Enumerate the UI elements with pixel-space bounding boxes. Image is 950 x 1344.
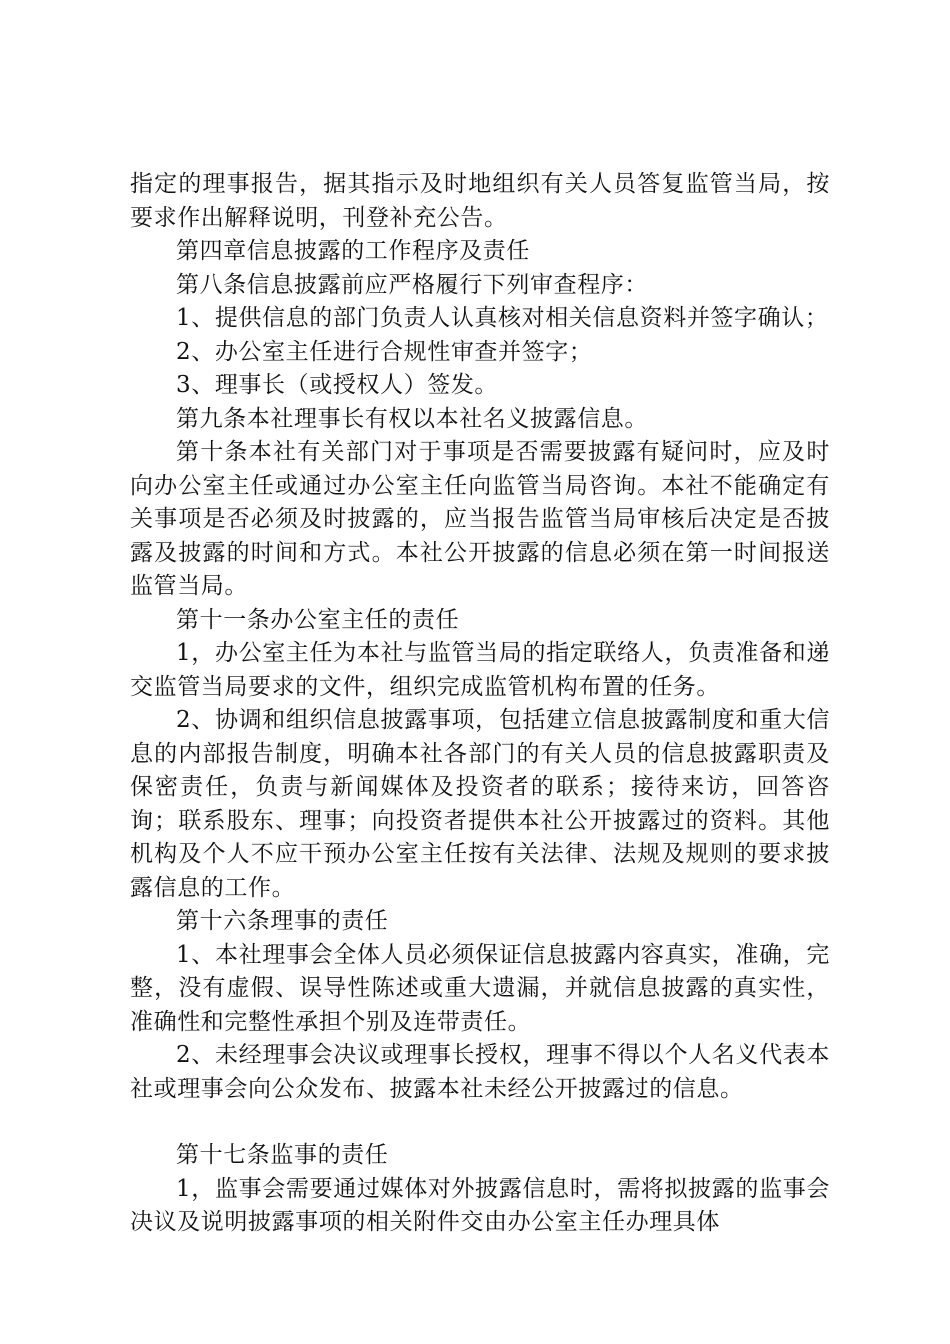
article-17-heading: 第十七条监事的责任 <box>176 1142 389 1168</box>
article-11-item-2: 2、协调和组织信息披露事项，包括建立信息披露制度和重大信息的内部报告制度，明确本社各部门的有关人员的信息披露职责及保密责任，负责与新闻媒体及投资者的联系；接待来访，回答咨询；联系股东、理事；向投资者提供本社公开披露过的资料。其他机构及个人不应干预办公室主任按有关法律、法规及规则的要求披露信息的工作。 <box>130 707 830 901</box>
article-17-item-1: 1，监事会需要通过媒体对外披露信息时，需将拟披露的监事会决议及说明披露事项的相关附件交由办公室主任办理具体 <box>130 1175 830 1235</box>
article-8-item-2: 2、办公室主任进行合规性审查并签字； <box>176 338 593 365</box>
document-body <box>130 168 830 1240</box>
paragraph-continuation: 指定的理事报告，据其指示及时地组织有关人员答复监管当局，按要求作出解释说明，刊登补充公告。 <box>130 171 830 231</box>
article-9: 第九条本社理事长有权以本社名义披露信息。 <box>176 405 648 432</box>
paragraph-gap <box>130 1106 830 1139</box>
article-8: 第八条信息披露前应严格履行下列审查程序： <box>176 271 648 298</box>
article-16-item-1: 1、本社理事会全体人员必须保证信息披露内容真实，准确，完整，没有虚假、误导性陈述或重大遗漏，并就信息披露的真实性，准确性和完整性承担个别及连带责任。 <box>130 941 830 1035</box>
article-8-item-3: 3、理事长（或授权人）签发。 <box>176 372 499 398</box>
article-8-item-1: 1、提供信息的部门负责人认真核对相关信息资料并签字确认； <box>176 305 829 331</box>
chapter-heading: 第四章信息披露的工作程序及责任 <box>176 238 530 264</box>
article-11-heading: 第十一条办公室主任的责任 <box>176 606 460 633</box>
article-16-item-2: 2、未经理事会决议或理事长授权，理事不得以个人名义代表本社或理事会向公众发布、披露本社未经公开披露过的信息。 <box>130 1042 830 1102</box>
article-16-heading: 第十六条理事的责任 <box>176 908 389 934</box>
article-10: 第十条本社有关部门对于事项是否需要披露有疑问时，应及时向办公室主任或通过办公室主任向监管当局咨询。本社不能确定有关事项是否必须及时披露的，应当报告监管当局审核后决定是否披露及披露的时间和方式。本社公开披露的信息必须在第一时间报送监管当局。 <box>130 439 830 599</box>
article-11-item-1: 1，办公室主任为本社与监管当局的指定联络人，负责准备和递交监管当局要求的文件，组织完成监管机构布置的任务。 <box>130 640 830 700</box>
